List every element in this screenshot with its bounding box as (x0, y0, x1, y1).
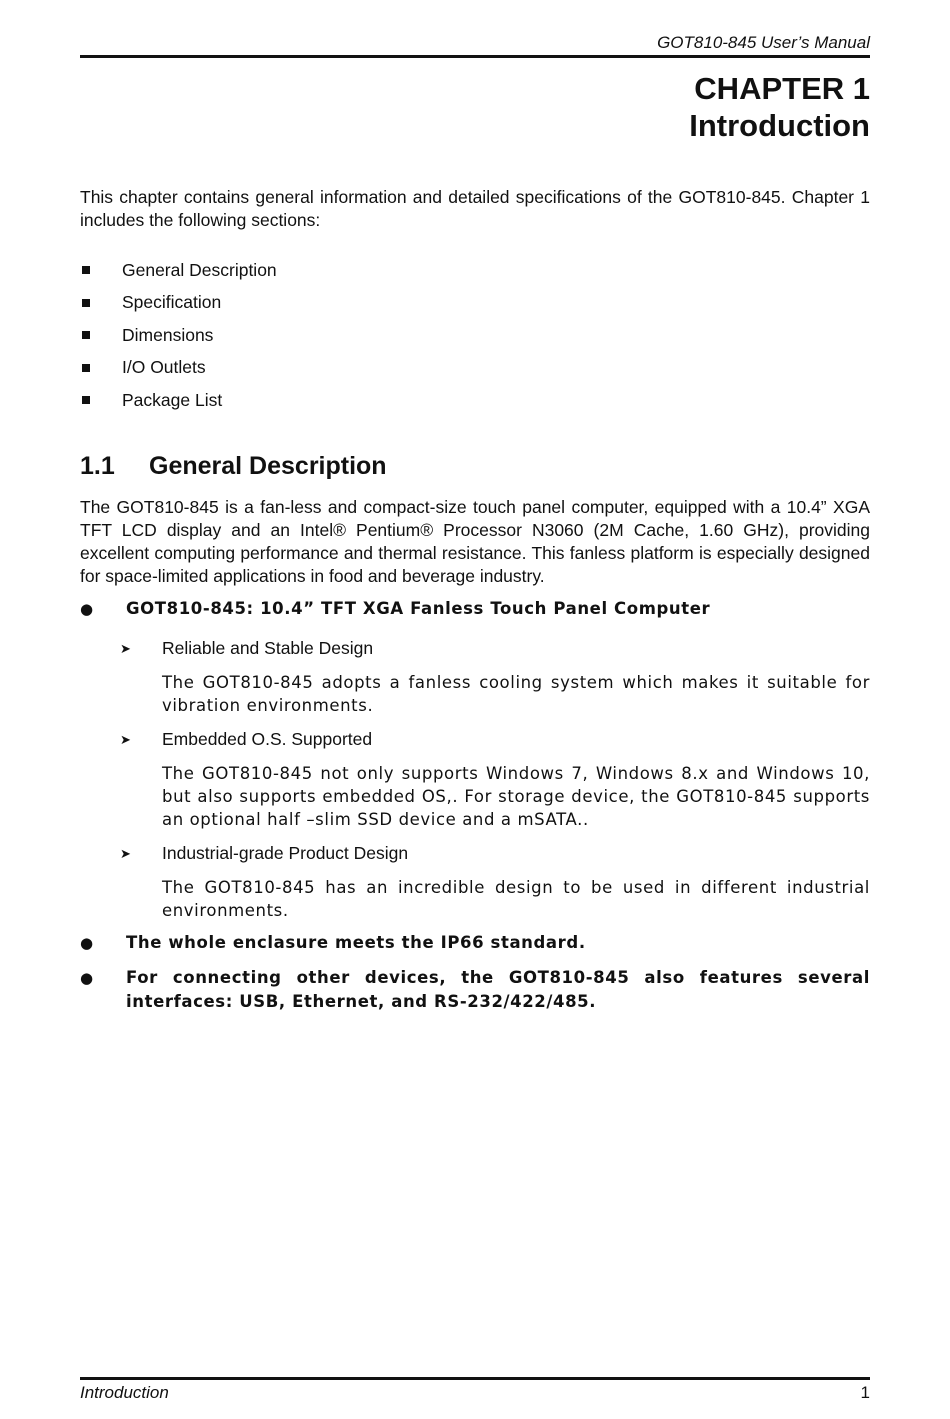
feature-item-title: ➤ Industrial-grade Product Design (120, 843, 409, 863)
feature-item-text: The GOT810-845 has an incredible design to be used in different industrial environments. (162, 878, 870, 920)
description-paragraph: The GOT810-845 is a fan-less and compact-size touch panel computer, equipped with a 10.4” XGA TFT LCD display and an Intel® Pentium® Processor N3060 (2M Cache, 1.60 GHz), providing excellent computing performance and thermal resistance. This fanless platform is especially designed for space-limited applications in food and beverage industry. (80, 497, 870, 586)
manual-page (80, 0, 870, 1419)
section-title: General Description (149, 452, 387, 480)
chapter-label: CHAPTER 1 (694, 71, 870, 106)
section-number: 1.1 (80, 452, 115, 480)
feature-item-title: ➤ Embedded O.S. Supported (120, 729, 373, 749)
arrowhead-bullet-icon: ➤ (120, 641, 131, 656)
feature-bullet: ● For connecting other devices, the GOT810-845 also features several interfaces: USB, Ethernet, and RS-232/422/485. (80, 966, 870, 1014)
list-item: Package List (80, 384, 277, 417)
chapter-title: Introduction (689, 108, 870, 143)
section-list (80, 254, 277, 417)
feature-bullet: ● GOT810-845: 10.4” TFT XGA Fanless Touch Panel Computer (80, 597, 870, 621)
list-item: I/O Outlets (80, 352, 277, 385)
running-footer: Introduction (80, 1383, 169, 1402)
chapter-heading (689, 70, 870, 144)
feature-item-text: The GOT810-845 adopts a fanless cooling system which makes it suitable for vibration environments. (162, 673, 870, 715)
list-item: Specification (80, 287, 277, 320)
square-bullet-icon (82, 266, 90, 274)
footer-rule (80, 1377, 870, 1380)
dot-bullet-icon: ● (80, 969, 94, 987)
square-bullet-icon (82, 364, 90, 372)
feature-item-text: The GOT810-845 not only supports Windows 7, Windows 8.x and Windows 10, but also supports embedded OS,. For storage device, the GOT810-845 supports an optional half –slim SSD device and a mSATA.. (162, 764, 870, 829)
list-item: General Description (80, 254, 277, 287)
dot-bullet-icon: ● (80, 600, 94, 618)
square-bullet-icon (82, 299, 90, 307)
feature-bullet: ● The whole enclasure meets the IP66 standard. (80, 931, 870, 955)
feature-item-title: ➤ Reliable and Stable Design (120, 638, 374, 658)
square-bullet-icon (82, 396, 90, 404)
header-rule (80, 55, 870, 58)
square-bullet-icon (82, 331, 90, 339)
arrowhead-bullet-icon: ➤ (120, 732, 131, 747)
list-item: Dimensions (80, 319, 277, 352)
dot-bullet-icon: ● (80, 934, 94, 952)
running-header: GOT810-845 User’s Manual (657, 33, 870, 52)
page-number: 1 (860, 1383, 870, 1402)
section-heading (80, 452, 387, 481)
intro-paragraph: This chapter contains general information and detailed specifications of the GOT810-845. Chapter 1 includes the following sections: (80, 187, 870, 230)
arrowhead-bullet-icon: ➤ (120, 846, 131, 861)
